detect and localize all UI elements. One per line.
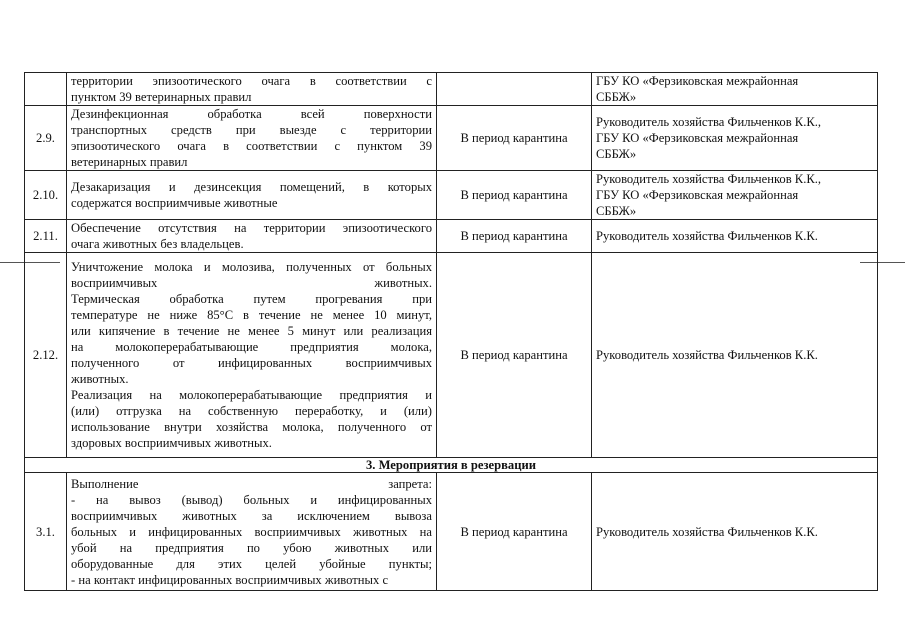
measure-text-line: Выполнение запрета: bbox=[71, 476, 432, 491]
measure-text bbox=[67, 171, 437, 220]
term-cell: В период карантина bbox=[437, 171, 592, 220]
measure-text-line: Уничтожение молока и молозива, полученных от больных bbox=[71, 260, 432, 274]
responsible-cell-line: ГБУ КО «Ферзиковская межрайонная bbox=[596, 74, 799, 88]
measure-text-line: использование внутри хозяйства молока, полученного от bbox=[71, 420, 432, 434]
measures-table bbox=[24, 72, 878, 591]
item-number bbox=[25, 73, 67, 106]
responsible-cell-line: ГБУ КО «Ферзиковская межрайонная bbox=[596, 188, 799, 202]
section-heading: 3. Мероприятия в резервации bbox=[25, 458, 878, 473]
responsible-cell bbox=[592, 220, 878, 253]
measure-text-line: содержатся восприимчивые животные bbox=[71, 196, 278, 210]
responsible-cell-line: СББЖ» bbox=[596, 147, 637, 161]
measure-text-line: Термическая обработка путем прогревания при bbox=[71, 292, 432, 306]
measure-text-line: Дезинфекционная обработка всей поверхности bbox=[71, 107, 432, 121]
measure-text-line: (или) отгрузка на собственную переработку, и (или) bbox=[71, 404, 432, 418]
item-number: 2.9. bbox=[25, 106, 67, 171]
measure-text-line: убой на предприятия по убою животных или bbox=[71, 540, 432, 555]
measure-text bbox=[67, 253, 437, 458]
measure-text-line: транспортных средств при выезде с территории bbox=[71, 123, 432, 137]
measure-text-line: больных и инфицированных восприимчивых животных на bbox=[71, 524, 432, 539]
measure-text-line: - на контакт инфицированных восприимчивых животных с bbox=[71, 572, 389, 587]
measure-text-line: восприимчивых животных. bbox=[71, 276, 432, 290]
term-cell bbox=[437, 73, 592, 106]
table-row bbox=[25, 106, 878, 171]
measure-text-line: очага животных без владельцев. bbox=[71, 237, 244, 251]
measure-text-line: - на вывоз (вывод) больных и инфицированных bbox=[71, 492, 432, 507]
item-number: 3.1. bbox=[25, 473, 67, 591]
section-row bbox=[25, 458, 878, 473]
responsible-cell bbox=[592, 73, 878, 106]
measure-text-line: животных. bbox=[71, 372, 129, 386]
measure-text-line: Обеспечение отсутствия на территории эпизоотического bbox=[71, 221, 432, 235]
measure-text-line: ветеринарных правил bbox=[71, 155, 188, 169]
table-row bbox=[25, 473, 878, 591]
measure-text-line: на молокоперерабатывающие предприятия молока, bbox=[71, 340, 432, 354]
item-number: 2.10. bbox=[25, 171, 67, 220]
measure-text-line: территории эпизоотического очага в соответствии с bbox=[71, 74, 432, 88]
responsible-cell-line: Руководитель хозяйства Фильченков К.К., bbox=[596, 115, 822, 129]
responsible-cell-line: ГБУ КО «Ферзиковская межрайонная bbox=[596, 131, 799, 145]
responsible-cell-line: Руководитель хозяйства Фильченков К.К., bbox=[596, 172, 822, 186]
table-row bbox=[25, 171, 878, 220]
responsible-cell-line: Руководитель хозяйства Фильченков К.К. bbox=[596, 348, 818, 362]
measure-text bbox=[67, 220, 437, 253]
table-body bbox=[25, 73, 878, 591]
measure-text-line: или кипячение в течение не менее 5 минут или реализация bbox=[71, 324, 432, 338]
item-number: 2.12. bbox=[25, 253, 67, 458]
measure-text-line: Реализация на молокоперерабатывающие предприятия и bbox=[71, 388, 432, 402]
responsible-cell bbox=[592, 106, 878, 171]
term-cell: В период карантина bbox=[437, 473, 592, 591]
measure-text bbox=[67, 73, 437, 106]
table-row bbox=[25, 73, 878, 106]
responsible-cell-line: Руководитель хозяйства Фильченков К.К. bbox=[596, 524, 818, 539]
responsible-cell bbox=[592, 473, 878, 591]
measure-text-line: восприимчивых животных за исключением вывоза bbox=[71, 508, 432, 523]
responsible-cell bbox=[592, 171, 878, 220]
responsible-cell-line: СББЖ» bbox=[596, 90, 637, 104]
term-cell: В период карантина bbox=[437, 106, 592, 171]
term-cell: В период карантина bbox=[437, 253, 592, 458]
measure-text bbox=[67, 473, 437, 591]
item-number: 2.11. bbox=[25, 220, 67, 253]
table-row bbox=[25, 253, 878, 458]
measure-text-line: здоровых восприимчивых животных. bbox=[71, 436, 272, 450]
measure-text bbox=[67, 106, 437, 171]
measure-text-line: эпизоотического очага в соответствии с пунктом 39 bbox=[71, 139, 432, 153]
measure-text-line: Дезакаризация и дезинсекция помещений, в которых bbox=[71, 180, 432, 194]
measure-text-line: температуре не ниже 85°С в течение не менее 10 минут, bbox=[71, 308, 432, 322]
responsible-cell-line: Руководитель хозяйства Фильченков К.К. bbox=[596, 229, 818, 243]
measure-text-line: оборудованные для этих целей убойные пункты; bbox=[71, 556, 432, 571]
measure-text-line: полученного от инфицированных восприимчивых bbox=[71, 356, 432, 370]
responsible-cell bbox=[592, 253, 878, 458]
measure-text-line: пунктом 39 ветеринарных правил bbox=[71, 90, 252, 104]
responsible-cell-line: СББЖ» bbox=[596, 204, 637, 218]
term-cell: В период карантина bbox=[437, 220, 592, 253]
table-row bbox=[25, 220, 878, 253]
